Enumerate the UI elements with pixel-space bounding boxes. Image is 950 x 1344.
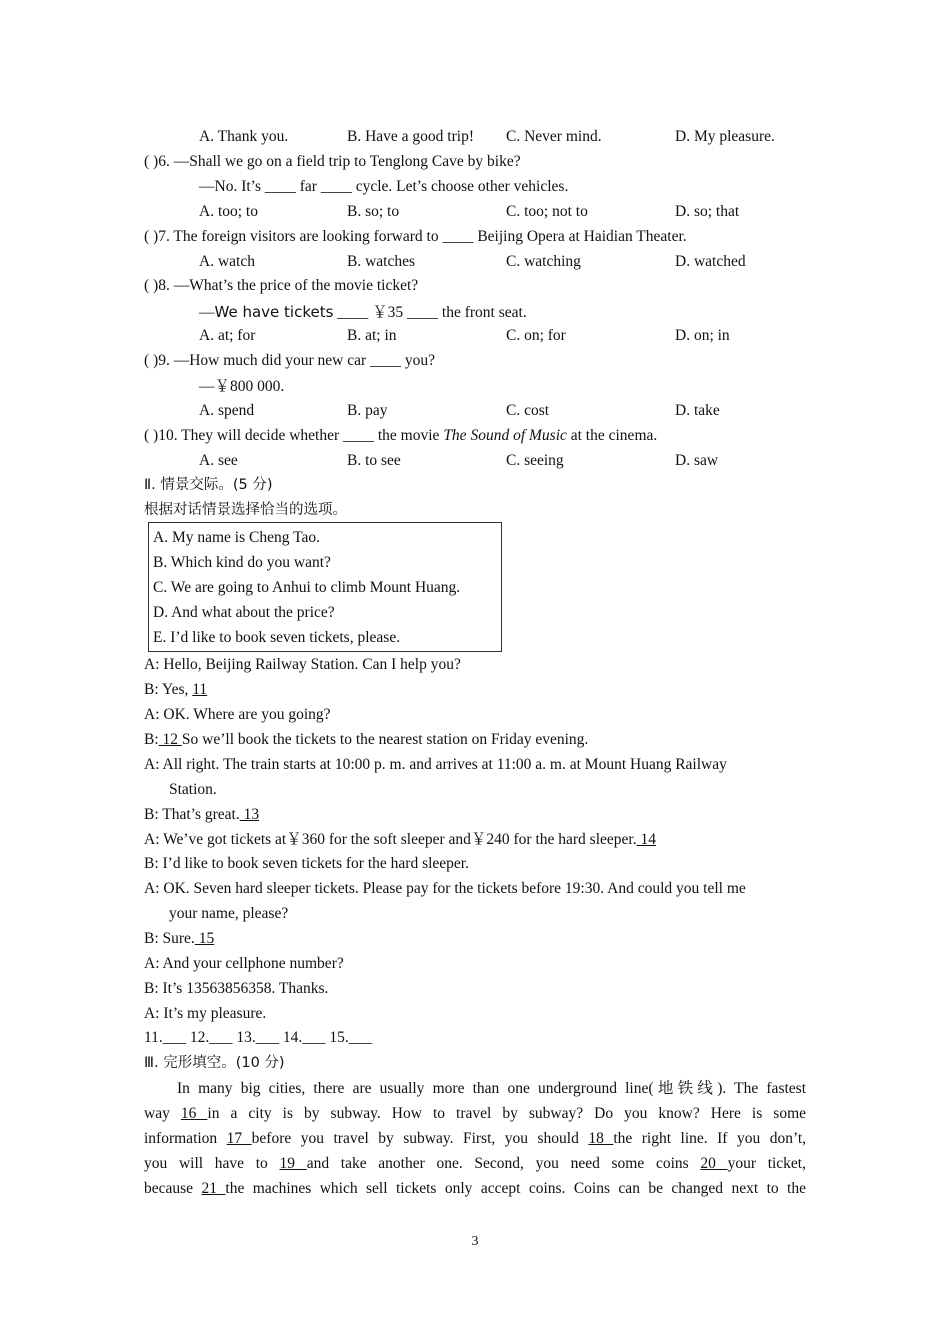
blank-19: 19: [279, 1155, 307, 1172]
q8-reply-dash: —: [199, 304, 215, 321]
q6-option-a: A. too; to: [199, 203, 258, 220]
dialogue-line: A: OK. Seven hard sleeper tickets. Please pay for the tickets before 19:30. And could you tell me: [144, 880, 746, 897]
q8-option-a: A. at; for: [199, 327, 256, 344]
q9-option-c: C. cost: [506, 402, 550, 419]
q8-option-b: B. at; in: [347, 327, 397, 344]
dialogue-line: A: And your cellphone number?: [144, 955, 344, 972]
dialogue-line: [144, 730, 588, 750]
choice-d: D. And what about the price?: [153, 604, 335, 621]
passage-text: and take another one. Second, you need some coins: [306, 1155, 701, 1172]
section-2-heading: Ⅱ. 情景交际。(5 分): [144, 477, 273, 493]
passage-text: the machines which sell tickets only accept coins. Coins can be changed next to the: [225, 1180, 806, 1197]
q6-option-c: C. too; not to: [506, 203, 588, 220]
passage-text: way: [144, 1105, 181, 1122]
q10-stem-after: at the cinema.: [566, 427, 658, 444]
passage-text: because: [144, 1180, 202, 1197]
dialogue-line-cont: your name, please?: [169, 905, 289, 922]
q6-stem: ( )6. —Shall we go on a field trip to Tenglong Cave by bike?: [144, 153, 521, 170]
q10-option-c: C. seeing: [506, 452, 564, 469]
dialogue-text: So we’ll book the tickets to the nearest station on Friday evening.: [181, 731, 589, 748]
choice-a: A. My name is Cheng Tao.: [153, 529, 320, 546]
q5-option-d: D. My pleasure.: [675, 128, 775, 145]
q8-stem: ( )8. —What’s the price of the movie ticket?: [144, 277, 419, 294]
blank-18: 18: [588, 1130, 614, 1147]
q8-option-d: D. on; in: [675, 327, 730, 344]
q10-stem-before: ( )10. They will decide whether ____ the movie: [144, 427, 444, 444]
dialogue-line: A: Hello, Beijing Railway Station. Can I help you?: [144, 656, 461, 673]
section-2-instruction: 根据对话情景选择恰当的选项。: [144, 502, 347, 518]
passage-line: [144, 1101, 806, 1126]
q9-reply: —￥800 000.: [199, 378, 285, 395]
q5-option-a: A. Thank you.: [199, 128, 289, 145]
blank-13: 13: [239, 806, 260, 823]
blank-21: 21: [201, 1180, 226, 1197]
q9-option-a: A. spend: [199, 402, 255, 419]
blank-16: 16: [180, 1105, 208, 1122]
blank-12: 12: [158, 731, 182, 748]
q10-option-a: A. see: [199, 452, 238, 469]
q10-movie-title: The Sound of Music: [443, 427, 567, 444]
passage-text: the right line. If you don’t,: [613, 1130, 807, 1147]
passage-text: your ticket,: [727, 1155, 806, 1172]
q7-option-b: B. watches: [347, 253, 416, 270]
q9-option-b: B. pay: [347, 402, 388, 419]
passage-text: before you travel by subway. First, you should: [251, 1130, 589, 1147]
choice-e: E. I’d like to book seven tickets, please.: [153, 629, 401, 646]
dialogue-line: [144, 830, 656, 850]
q10-stem: [144, 426, 657, 446]
dialogue-text: B: Sure.: [144, 930, 195, 947]
q8-option-c: C. on; for: [506, 327, 566, 344]
q10-option-b: B. to see: [347, 452, 401, 469]
dialogue-line: [144, 929, 214, 949]
dialogue-line: A: OK. Where are you going?: [144, 706, 331, 723]
dialogue-text: B: Yes,: [144, 681, 193, 698]
blank-14: 14: [636, 831, 656, 848]
passage-text: information: [144, 1130, 227, 1147]
blank-20: 20: [700, 1155, 728, 1172]
dialogue-text: A: We’ve got tickets at￥360 for the soft sleeper and￥240 for the hard sleeper.: [144, 831, 637, 848]
q6-option-d: D. so; that: [675, 203, 740, 220]
dialogue-text: B: That’s great.: [144, 806, 240, 823]
passage-text: you will have to: [144, 1155, 280, 1172]
page-number: 3: [471, 1234, 479, 1249]
dialogue-text: B:: [144, 731, 159, 748]
dialogue-line: A: All right. The train starts at 10:00 p. m. and arrives at 11:00 a. m. at Mount Huang Railway: [144, 756, 727, 773]
dialogue-line: A: It’s my pleasure.: [144, 1005, 267, 1022]
answer-blanks: 11.___ 12.___ 13.___ 14.___ 15.___: [144, 1029, 373, 1046]
q10-option-d: D. saw: [675, 452, 719, 469]
blank-15: 15: [194, 930, 215, 947]
passage-line: [144, 1126, 806, 1151]
q7-option-a: A. watch: [199, 253, 255, 270]
passage-line: [144, 1151, 806, 1176]
q9-stem: ( )9. —How much did your new car ____ you?: [144, 352, 435, 369]
q9-option-d: D. take: [675, 402, 720, 419]
dialogue-line: [144, 805, 259, 825]
q7-option-d: D. watched: [675, 253, 746, 270]
passage-line: [144, 1176, 806, 1201]
q8-reply-sans: We have tickets: [214, 303, 334, 321]
passage-text: in a city is by subway. How to travel by subway? Do you know? Here is some: [207, 1105, 807, 1122]
q5-option-b: B. Have a good trip!: [347, 128, 474, 145]
dialogue-line-cont: Station.: [169, 781, 217, 798]
dialogue-line: [144, 680, 207, 700]
dialogue-line: B: I’d like to book seven tickets for the hard sleeper.: [144, 855, 469, 872]
blank-17: 17: [226, 1130, 252, 1147]
q6-reply: —No. It’s ____ far ____ cycle. Let’s choose other vehicles.: [199, 178, 569, 195]
q6-option-b: B. so; to: [347, 203, 400, 220]
q7-option-c: C. watching: [506, 253, 581, 270]
section-3-heading: Ⅲ. 完形填空。(10 分): [144, 1055, 285, 1071]
blank-11: 11: [192, 681, 208, 698]
choice-c: C. We are going to Anhui to climb Mount Huang.: [153, 579, 461, 596]
q8-reply-rest: ____ ￥35 ____ the front seat.: [333, 304, 527, 321]
q7-stem: ( )7. The foreign visitors are looking forward to ____ Beijing Opera at Haidian Theater.: [144, 228, 687, 245]
q8-reply: [199, 302, 527, 323]
choice-b: B. Which kind do you want?: [153, 554, 331, 571]
q5-option-c: C. Never mind.: [506, 128, 602, 145]
passage-line: In many big cities, there are usually more than one underground line(地铁线). The fastest: [177, 1080, 806, 1097]
dialogue-line: B: It’s 13563856358. Thanks.: [144, 980, 329, 997]
